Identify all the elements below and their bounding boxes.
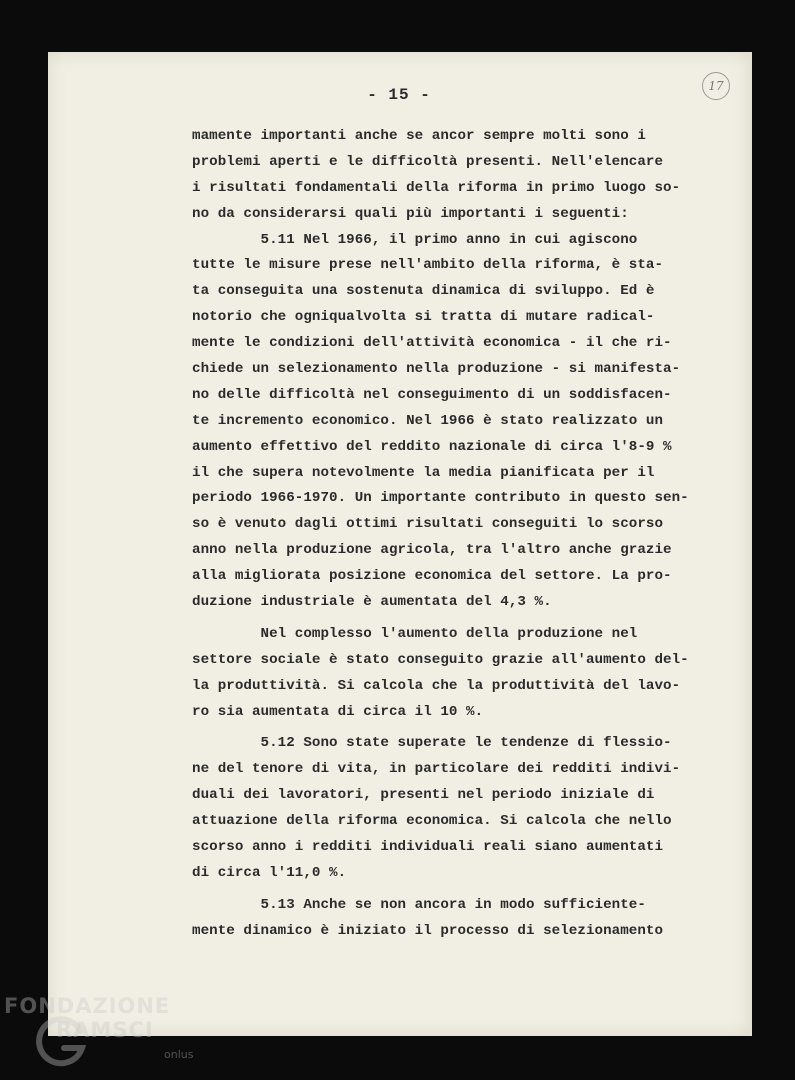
archive-stamp: 17 xyxy=(702,72,730,100)
text-line: di circa l'11,0 %. xyxy=(192,864,347,881)
text-line: mente le condizioni dell'attività economica - il che ri- xyxy=(192,335,672,352)
text-line: aumento effettivo del reddito nazionale di circa l'8-9 % xyxy=(192,438,672,455)
text-line: 5.13 Anche se non ancora in modo sufficiente- xyxy=(192,896,646,913)
text-line: scorso anno i redditi individuali reali siano aumentati xyxy=(192,839,664,856)
body-text xyxy=(192,124,712,945)
text-line: mamente importanti anche se ancor sempre molti sono i xyxy=(192,128,646,144)
text-line: il che supera notevolmente la media pianificata per il xyxy=(192,464,655,481)
text-line: chiede un selezionamento nella produzione - si manifesta- xyxy=(192,361,681,378)
text-line: duzione industriale è aumentata del 4,3 %. xyxy=(192,594,552,611)
text-line: notorio che ogniqualvolta si tratta di mutare radical- xyxy=(192,309,655,326)
text-line: problemi aperti e le difficoltà presenti. Nell'elencare xyxy=(192,153,664,170)
text-line: settore sociale è stato conseguito grazie all'aumento del- xyxy=(192,651,689,668)
text-line: te incremento economico. Nel 1966 è stato realizzato un xyxy=(192,412,664,429)
text-line: no delle difficoltà nel conseguimento di un soddisfacen- xyxy=(192,386,672,403)
text-line: tutte le misure prese nell'ambito della riforma, è sta- xyxy=(192,257,664,274)
text-line: 5.11 Nel 1966, il primo anno in cui agiscono xyxy=(192,231,638,248)
text-line: periodo 1966-1970. Un importante contributo in questo sen- xyxy=(192,490,689,507)
text-line: la produttività. Si calcola che la produttività del lavo- xyxy=(192,677,681,694)
text-line: ne del tenore di vita, in particolare dei redditi indivi- xyxy=(192,761,681,778)
text-line: so è venuto dagli ottimi risultati conseguiti lo scorso xyxy=(192,516,664,533)
text-line: duali dei lavoratori, presenti nel periodo iniziale di xyxy=(192,787,655,804)
watermark-line1: FONDAZIONE xyxy=(4,994,171,1018)
watermark-line2: RAMSCI xyxy=(56,1018,154,1042)
text-line: 5.12 Sono state superate le tendenze di flessio- xyxy=(192,735,672,752)
fondazione-gramsci-watermark xyxy=(4,994,214,1074)
watermark-onlus: onlus xyxy=(164,1048,194,1061)
text-line: alla migliorata posizione economica del settore. La pro- xyxy=(192,568,672,585)
document-page xyxy=(48,52,752,1036)
text-line: anno nella produzione agricola, tra l'altro anche grazie xyxy=(192,542,672,559)
text-line: attuazione della riforma economica. Si calcola che nello xyxy=(192,813,672,830)
text-line: Nel complesso l'aumento della produzione nel xyxy=(192,625,638,642)
text-line: ta conseguita una sostenuta dinamica di sviluppo. Ed è xyxy=(192,283,655,300)
text-line: ro sia aumentata di circa il 10 %. xyxy=(192,703,484,720)
text-line: no da considerarsi quali più importanti i seguenti: xyxy=(192,205,629,222)
text-line: mente dinamico è iniziato il processo di selezionamento xyxy=(192,922,664,939)
text-line: i risultati fondamentali della riforma in primo luogo so- xyxy=(192,179,681,196)
page-number: - 15 - xyxy=(367,86,431,104)
